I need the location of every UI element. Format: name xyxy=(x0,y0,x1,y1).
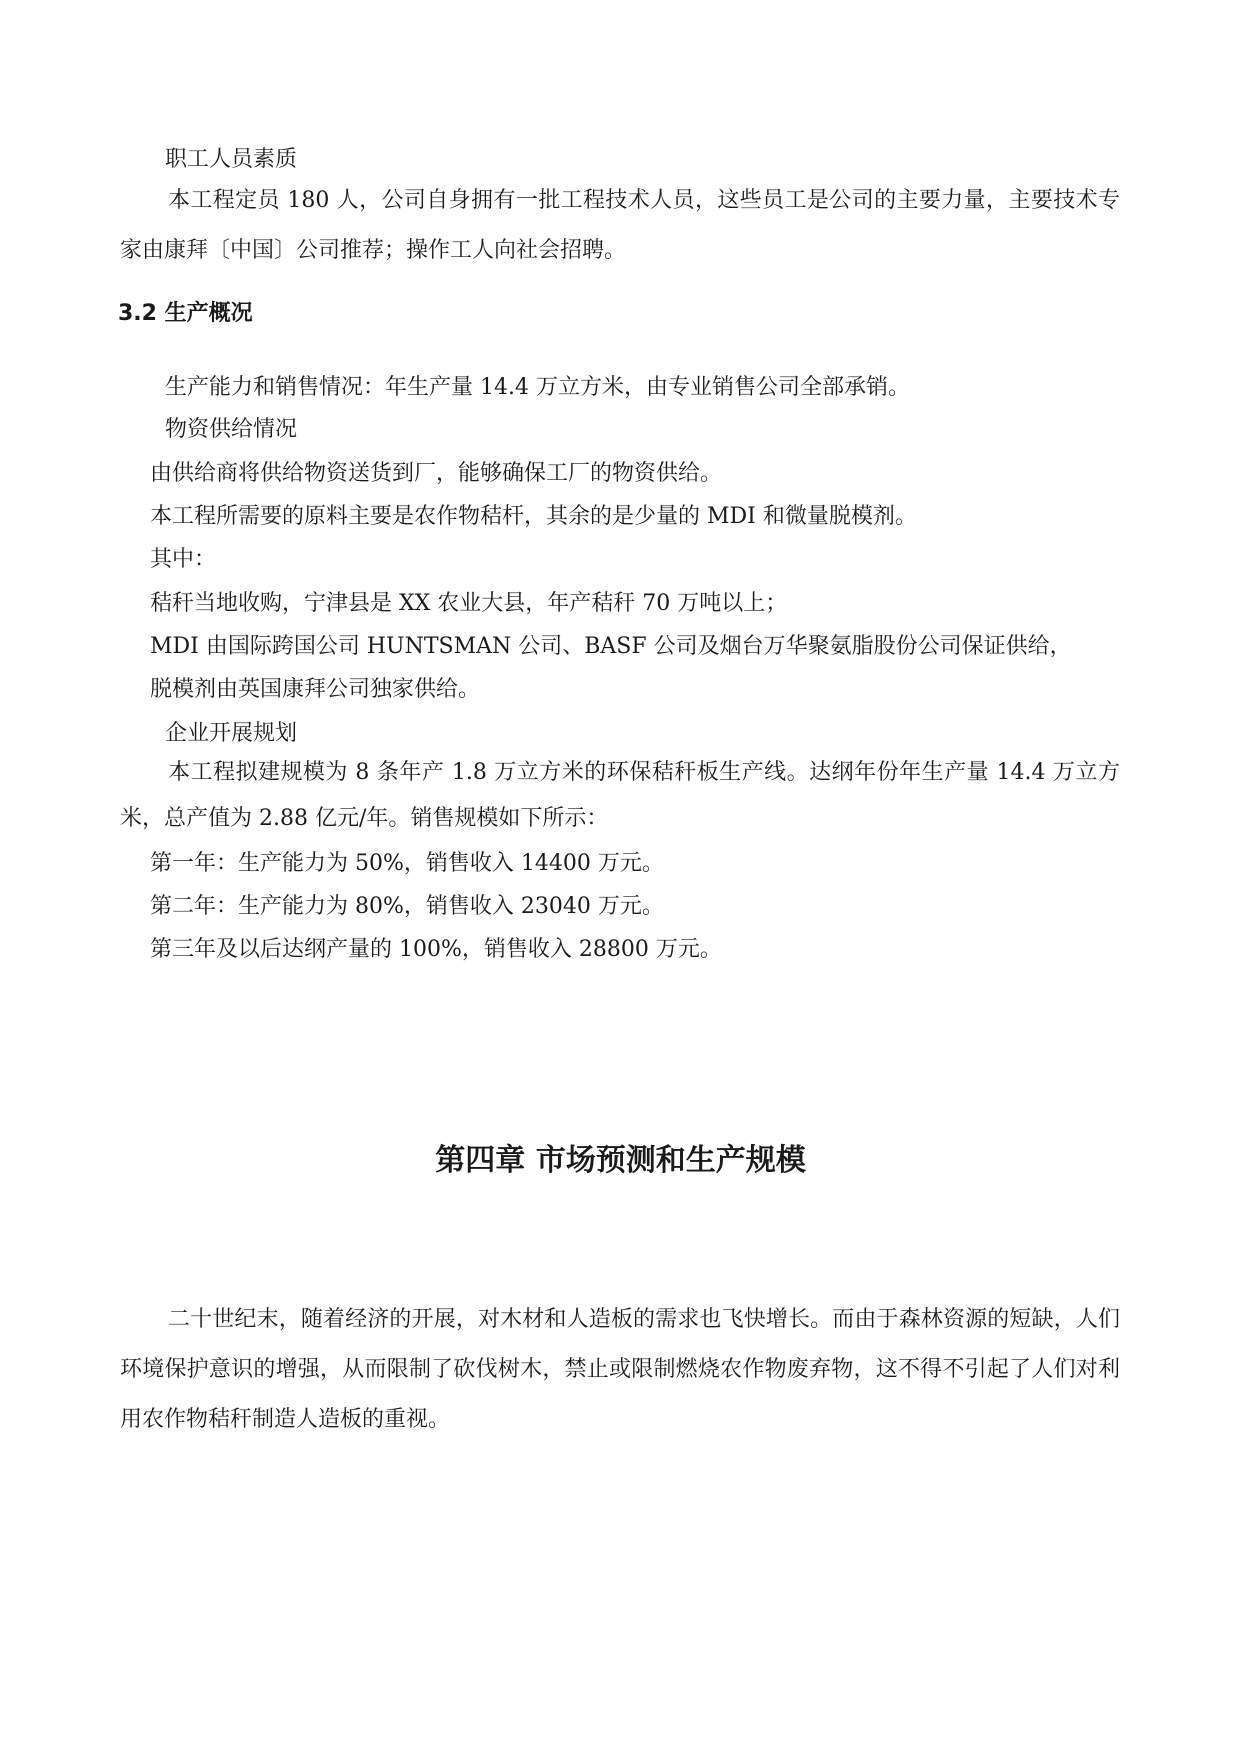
plan-title: 企业开展规划 xyxy=(165,721,298,746)
plan-paragraph: 本工程拟建规模为 8 条年产 1.8 万立方米的环保秸秆板生产线。达纲年份年生产量 14.4 万立方米，总产值为 2.88 亿元/年。销售规模如下所示： xyxy=(120,760,1120,831)
sales-year-1: 第一年：生产能力为 50%，销售收入 14400 万元。 xyxy=(150,851,664,876)
chapter-title: 第四章 市场预测和生产规模 xyxy=(435,1143,806,1178)
sales-year-3: 第三年及以后达纲产量的 100%，销售收入 28800 万元。 xyxy=(150,937,722,962)
capacity-sales-line: 生产能力和销售情况：年生产量 14.4 万立方米，由专业销售公司全部承销。 xyxy=(165,375,910,400)
sales-year-2: 第二年：生产能力为 80%，销售收入 23040 万元。 xyxy=(150,894,664,919)
supply-line-1: 由供给商将供给物资送货到厂，能够确保工厂的物资供给。 xyxy=(150,461,723,486)
staff-quality-paragraph: 本工程定员 180 人，公司自身拥有一批工程技术人员，这些员工是公司的主要力量，主要技术专家由康拜〔中国〕公司推荐；操作工人向社会招聘。 xyxy=(120,188,1120,263)
supply-line-3: 其中： xyxy=(150,547,217,572)
supply-title: 物资供给情况 xyxy=(165,417,298,442)
supply-line-5: MDI 由国际跨国公司 HUNTSMAN 公司、BASF 公司及烟台万华聚氨脂股份公司保证供给， xyxy=(150,634,1072,659)
section-heading-3-2: 3.2 生产概况 xyxy=(118,301,253,326)
supply-line-6: 脱模剂由英国康拜公司独家供给。 xyxy=(150,677,481,702)
supply-line-4: 秸秆当地收购，宁津县是 XX 农业大县，年产秸秆 70 万吨以上； xyxy=(150,591,788,616)
supply-line-2: 本工程所需要的原料主要是农作物秸杆，其余的是少量的 MDI 和微量脱模剂。 xyxy=(150,504,917,529)
staff-quality-title: 职工人员素质 xyxy=(165,147,298,172)
chapter-intro-paragraph: 二十世纪末，随着经济的开展，对木材和人造板的需求也飞快增长。而由于森林资源的短缺，人们环境保护意识的增强，从而限制了砍伐树木，禁止或限制燃烧农作物废弃物，这不得不引起了人们对利用农作物秸秆制造人造板的重视。 xyxy=(120,1307,1120,1432)
